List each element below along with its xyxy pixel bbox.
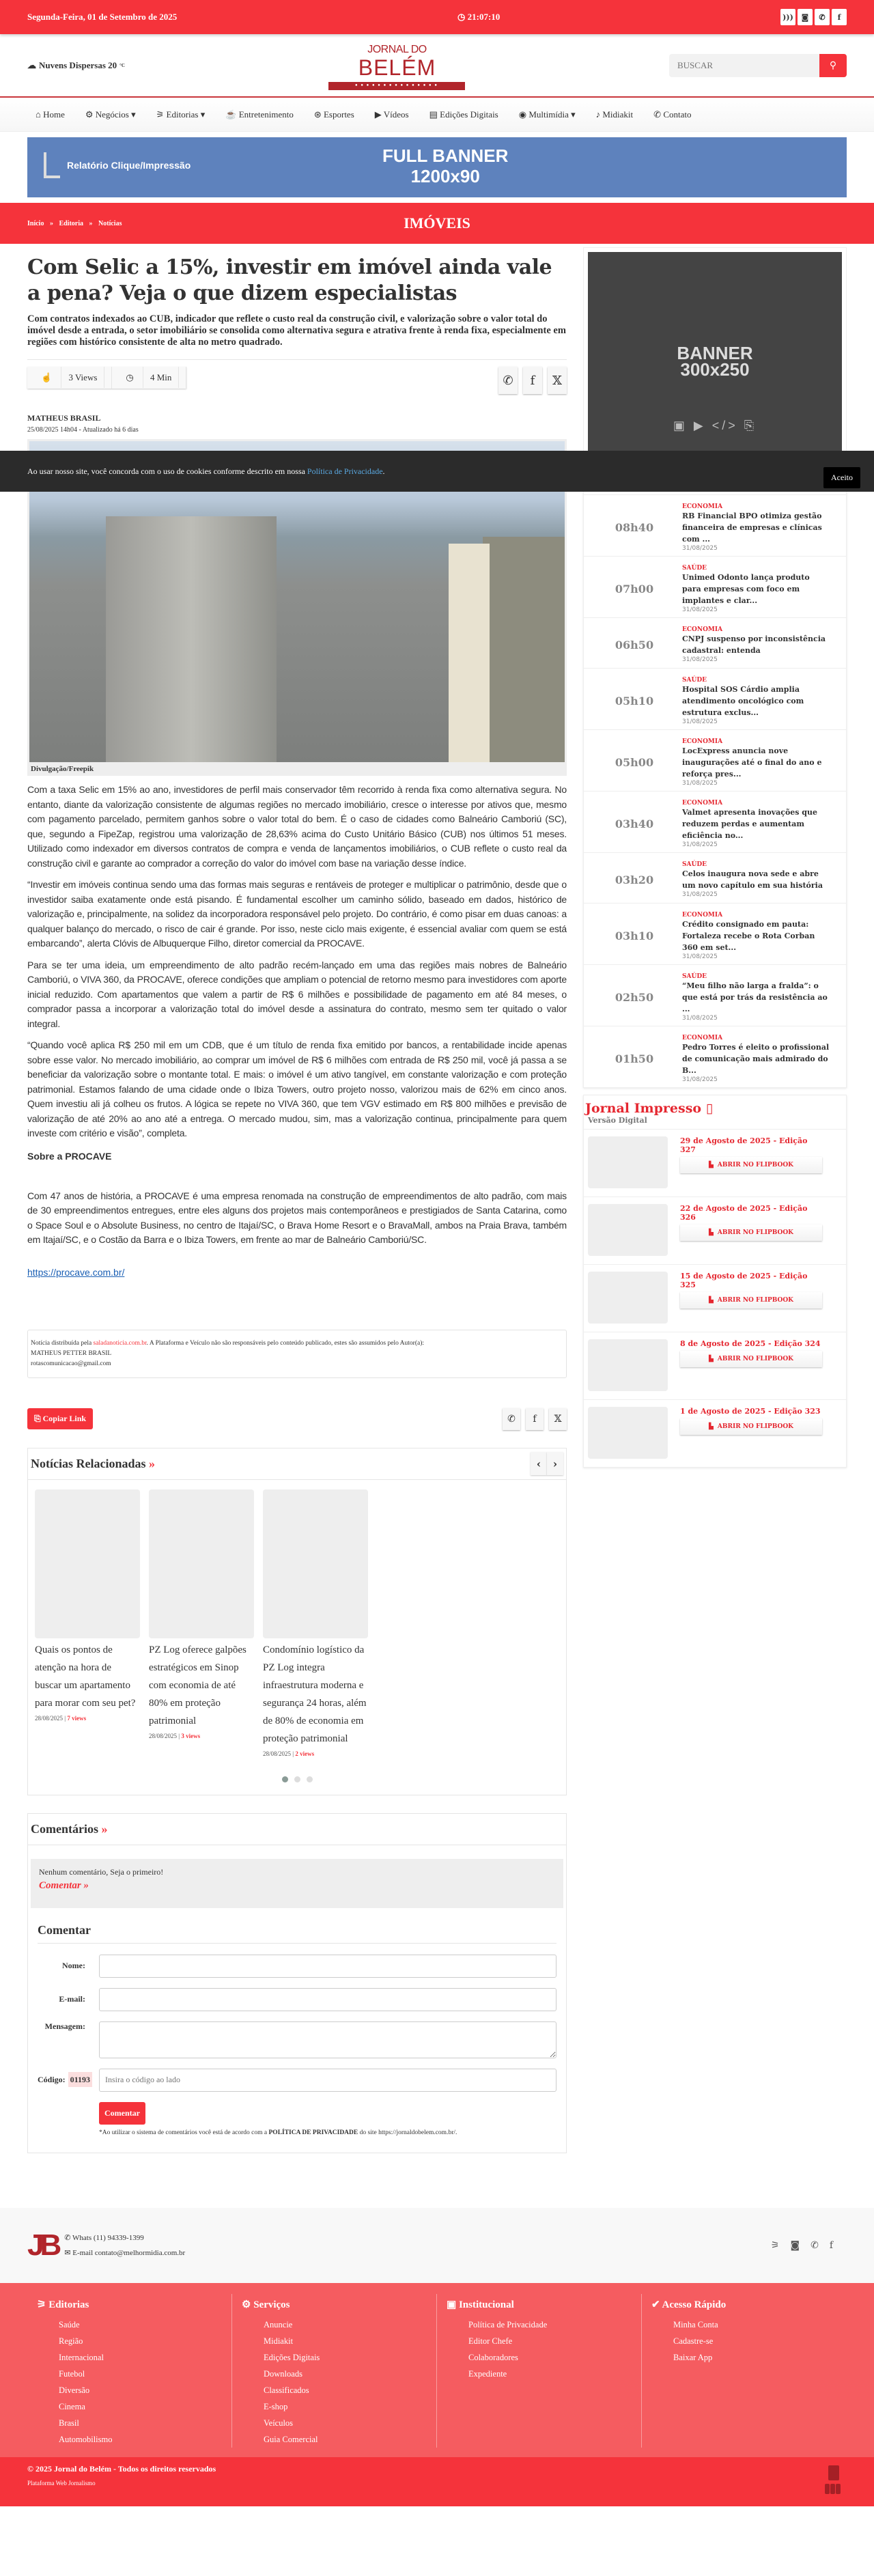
footer-link[interactable]: Futebol: [59, 2368, 85, 2379]
rss-icon: ⚞: [156, 109, 167, 120]
paragraph: “Quando você aplica R$ 250 mil em um CDB, que é um título de renda fixa emitido por bancos, a rentabilidade incide apenas sobre esse valor. No mercado imobiliário, ao comprar um imóvel de R$ 6 milhões com entrada de R$ 250 mil, você já passa a se beneficiar da valorização sobre o montante total. E mais: o imóvel é um ativo tangível, em constante valorização e com proteção patrimonial. Estamos falando de uma cidade onde o Ibiza Towers, outro projeto nosso, valorizou mais de 62% em cinco anos. Quem investiu ali já colheu os frutos. A lógica se repete no VIVA 360, que tem VGV estimado em R$ 800 milhões e previsão de valorização de até 20% ao ano até a entrega. O mercado mudou, sim, mas a valorização continua, principalmente para quem investe com critério e visão”, completa.: [27, 1039, 567, 1138]
media-icons: ▣ ▶ </> ⎘: [673, 419, 757, 432]
whatsapp-share-icon[interactable]: ✆: [498, 367, 518, 394]
search-icon: ⚲: [829, 59, 837, 70]
nav-home[interactable]: ⌂ Home: [36, 109, 65, 120]
search-input[interactable]: [669, 54, 819, 77]
footer-link[interactable]: Política de Privacidade: [468, 2319, 548, 2329]
edition-cover[interactable]: [588, 1204, 668, 1256]
coffee-icon: ☕: [225, 109, 239, 120]
message-field[interactable]: [99, 2021, 556, 2058]
nav-videos[interactable]: ▶ Vídeos: [374, 109, 409, 120]
article-title: Com Selic a 15%, investir em imóvel ainda vale a pena? Veja o que dizem especialistas: [27, 255, 552, 305]
footer-logo[interactable]: JB: [27, 2228, 58, 2262]
gear-icon: ⚙: [85, 109, 96, 120]
ball-icon: ⊛: [313, 109, 324, 120]
footer-link[interactable]: Cadastre-se: [673, 2336, 714, 2346]
footer-link[interactable]: Colaboradores: [468, 2352, 518, 2362]
instagram-icon[interactable]: ◙: [798, 9, 813, 25]
carousel-dot[interactable]: [307, 1776, 313, 1782]
envelope-icon: ✉: [64, 2248, 73, 2257]
edition-item: 22 de Agosto de 2025 - Edição 326 ▙ ABRIR NO FLIPBOOK: [584, 1197, 846, 1265]
cookie-banner: Ao usar nosso site, você concorda com o uso de cookies conforme descrito em nossa Política de Privacidade. Aceito: [0, 451, 874, 492]
most-read-item[interactable]: 03h40 ECONOMIA Valmet apresenta inovações que reduzem perdas e aumentam eficiência no... 31/08/2025: [584, 792, 846, 853]
footer-link[interactable]: Editor Chefe: [468, 2336, 513, 2346]
edition-cover[interactable]: [588, 1272, 668, 1324]
related-card[interactable]: PZ Log oferece galpões estratégicos em Sinop com economia de até 80% em proteção patrimonial 28/08/2025 | 3 views: [149, 1489, 254, 1757]
bell-icon: ♪: [595, 109, 603, 120]
article-column: [27, 244, 567, 2153]
chart-check-icon: [44, 152, 60, 178]
footer-link[interactable]: E-shop: [264, 2401, 288, 2411]
breadcrumb-noticias[interactable]: Notícias: [98, 219, 122, 227]
open-flipbook-button[interactable]: ▙ ABRIR NO FLIPBOOK: [680, 1157, 822, 1173]
footer-col-editorias: ⚞ Editorias Saúde Região Internacional Futebol Diversão Cinema Brasil Automobilismo: [27, 2294, 232, 2448]
related-card[interactable]: Condomínio logístico da PZ Log integra infraestrutura moderna e segurança 24 horas, além de 80% de economia em proteção patrimonial 28/08/2025 | 2 views: [263, 1489, 368, 1757]
current-date: Segunda-Feira, 01 de Setembro de 2025: [27, 12, 178, 22]
related-news: [27, 1448, 567, 1795]
sidebar: [583, 244, 847, 2153]
most-read-item[interactable]: 05h10 SAÚDE Hospital SOS Cárdio amplia atendimento oncológico com estrutura exclus... 31/08/2025: [584, 669, 846, 730]
read-time: ◷ 4 Min: [112, 367, 186, 389]
views-count: ☝ 3 Views: [27, 367, 112, 389]
paragraph: Com 47 anos de história, a PROCAVE é uma empresa renomada na construção de empreendimentos de alto padrão, com mais de 30 empreendimentos entregues, entre eles alguns dos projetos mais contemporâneos e prestigiados de Santa Catarina, como o Space Soul e o Absolute Business, no centro de Itajaí/SC, o Brava Home Resort e o BravaMall, ambos na Praia Brava, também em Itajaí/SC, e o Costão da Barra e o Ibiza Towers, em frente ao mar de Balneário Camboriú/SC.: [27, 1190, 567, 1245]
most-read-item[interactable]: 05h00 ECONOMIA LocExpress anuncia nove inaugurações até o final do ano e reforça pres... 31/08/2025: [584, 730, 846, 792]
report-link[interactable]: Relatório Clique/Impressão: [44, 152, 191, 178]
edition-cover[interactable]: [588, 1339, 668, 1391]
open-flipbook-button[interactable]: ▙ ABRIR NO FLIPBOOK: [680, 1351, 822, 1367]
home-icon: ⌂: [36, 109, 44, 120]
edition-cover[interactable]: [588, 1407, 668, 1459]
footer-link[interactable]: Internacional: [59, 2352, 104, 2362]
edition-item: 29 de Agosto de 2025 - Edição 327 ▙ ABRIR NO FLIPBOOK: [584, 1130, 846, 1197]
nav-editorias[interactable]: ⚞ Editorias ▾: [156, 109, 206, 120]
subheading: Sobre a PROCAVE: [27, 1150, 112, 1162]
footer-link[interactable]: Brasil: [59, 2418, 79, 2428]
chevron-left-icon[interactable]: ‹: [531, 1452, 547, 1475]
article-author: MATHEUS BRASIL: [27, 413, 101, 423]
share-buttons-top: [498, 367, 567, 394]
social-links: [780, 9, 847, 25]
comments-title: Comentários »: [31, 1821, 108, 1836]
related-thumbnail: [149, 1489, 254, 1638]
clock-icon: ◷: [457, 12, 468, 22]
facebook-icon[interactable]: f: [832, 9, 847, 25]
platform-logo-icon: [825, 2465, 843, 2500]
facebook-share-icon[interactable]: f: [523, 367, 542, 394]
content-area: [0, 244, 874, 2153]
whatsapp-share-icon[interactable]: ✆: [503, 1408, 520, 1430]
chevron-right-icon[interactable]: ›: [547, 1452, 563, 1475]
footer-link[interactable]: Classificados: [264, 2385, 309, 2395]
x-share-icon[interactable]: 𝕏: [548, 367, 567, 394]
x-share-icon[interactable]: 𝕏: [549, 1408, 567, 1430]
footer-link[interactable]: Saúde: [59, 2319, 80, 2329]
section-bar: [0, 203, 874, 244]
banner-label: FULL BANNER 1200x90: [382, 145, 509, 186]
edition-cover[interactable]: [588, 1136, 668, 1188]
accept-cookies-button[interactable]: Aceito: [823, 467, 860, 488]
footer-link[interactable]: Diversão: [59, 2385, 90, 2395]
edition-item: 1 de Agosto de 2025 - Edição 323 ▙ ABRIR NO FLIPBOOK: [584, 1400, 846, 1467]
footer-link[interactable]: Cinema: [59, 2401, 85, 2411]
comments-section: [27, 1813, 567, 2153]
play-icon: ▶: [374, 109, 384, 120]
whatsapp-icon: ✆: [64, 2233, 73, 2242]
distribution-notice: Notícia distribuída pela saladanoticia.com.br. A Plataforma e Veículo não são responsáveis pelo conteúdo publicado, estes são assumidos pelo Autor(a): MATHEUS PETTER BRASIL rotascomunicacao@gmail.com: [27, 1330, 567, 1378]
main-nav: [0, 98, 874, 132]
facebook-share-icon[interactable]: f: [526, 1408, 544, 1430]
footer-link[interactable]: Baixar App: [673, 2352, 713, 2362]
email-field[interactable]: [99, 1988, 556, 2011]
article-body: [27, 783, 567, 1278]
most-read-item[interactable]: 03h20 SAÚDE Celos inaugura nova sede e abre um novo capítulo em sua história 31/08/2025: [584, 853, 846, 904]
file-icon: ▙: [709, 1423, 714, 1430]
nav-midiakit[interactable]: ♪ Midiakit: [595, 109, 634, 120]
edition-item: 8 de Agosto de 2025 - Edição 324 ▙ ABRIR NO FLIPBOOK: [584, 1332, 846, 1400]
open-flipbook-button[interactable]: ▙ ABRIR NO FLIPBOOK: [680, 1292, 822, 1308]
nav-multimidia[interactable]: ◉ Multimídia ▾: [518, 109, 576, 120]
footer-link[interactable]: Automobilismo: [59, 2434, 113, 2444]
phone-icon: ✆: [653, 109, 664, 120]
search-form: [669, 54, 847, 77]
print-edition: Jornal Impresso ▯ Versão Digital 29 de Agosto de 2025 - Edição 327 ▙ ABRIR NO FLIPBOOK 22 de Agosto de 2025 - Edição 326 ▙ ABRIR NO FLIPBOOK 15 de Agosto de 2025 - Edição 325 ▙ ABRIR NO FLIPBOOK 8 de Agosto de 2025 - Edição 324 ▙ ABRIR NO FLIPBOOK 1 de Agosto de 2025 - Edição 323 ▙ ABRIR NO FLIPBOOK: [583, 1095, 847, 1468]
submit-comment-button[interactable]: Comentar: [99, 2102, 145, 2125]
footer-link[interactable]: Veículos: [264, 2418, 294, 2428]
clock-icon: ◷: [119, 367, 143, 388]
weather-widget: ☁ Nuvens Dispersas 20 °C: [27, 59, 125, 70]
footer-copyright: © 2025 Jornal do Belém - Todos os direitos reservados Plataforma Web Jornalismo: [0, 2457, 874, 2506]
open-flipbook-button[interactable]: ▙ ABRIR NO FLIPBOOK: [680, 1224, 822, 1241]
captcha-input[interactable]: [99, 2069, 556, 2092]
footer-link[interactable]: Expediente: [468, 2368, 507, 2379]
breadcrumb: Início » Editoria » Notícias: [27, 219, 122, 227]
banner-300x250-ad[interactable]: BANNER 300x250 ▣ ▶ </> ⎘: [583, 247, 847, 455]
comment-form: Nome: E-mail: Mensagem: Código: 01193 Insira o código ao lado Comentar *Ao utilizar o sistema de comentários você está de acordo com a POLÍTICA DE PRIVACIDADE do site https://jornaldobelem.com.br/.: [28, 1944, 566, 2153]
article-meta: [27, 359, 567, 394]
rss-icon[interactable]: ))): [780, 9, 795, 25]
whatsapp-icon[interactable]: ✆: [815, 9, 830, 25]
footer-contact: JB ✆ Whats (11) 94339-1399 ✉ E-mail contato@melhormidia.com.br ⚞ ◙ ✆ f: [0, 2208, 874, 2283]
whatsapp-icon[interactable]: ✆: [810, 2239, 819, 2251]
carousel-dots: [28, 1776, 566, 1782]
carousel-dot[interactable]: [282, 1776, 288, 1782]
related-thumbnail: [263, 1489, 368, 1638]
article-stats: [27, 367, 186, 389]
footer-links: [0, 2283, 874, 2457]
nav-esportes[interactable]: ⊛ Esportes: [313, 109, 354, 120]
footer-link[interactable]: Anuncie: [264, 2319, 293, 2329]
print-edition-title: Jornal Impresso ▯: [585, 1101, 714, 1116]
name-field[interactable]: [99, 1955, 556, 1978]
file-icon: ▙: [709, 1297, 714, 1304]
building-icon: ▣: [447, 2299, 457, 2310]
related-thumbnail: [35, 1489, 140, 1638]
file-icon: ▙: [709, 1229, 714, 1236]
article-subtitle: Com contratos indexados ao CUB, indicador que reflete o custo real da construção civil, e valorização sobre o valor total do imóvel desde a entrada, o setor imobiliário se consolida como alternativa segura e atrativa frente à renda fixa, especialmente em regiões com histórico consistente de alta no metro quadrado.: [27, 313, 566, 348]
full-banner-ad[interactable]: [27, 137, 847, 197]
instagram-icon[interactable]: ◙: [790, 2239, 800, 2251]
procave-link[interactable]: https://procave.com.br/: [27, 1266, 125, 1278]
most-read-item[interactable]: 02h50 SAÚDE “Meu filho não larga a fralda”: o que está por trás da resistência ao ... 31/08/2025: [584, 965, 846, 1026]
paragraph: “Investir em imóveis continua sendo uma das formas mais seguras e rentáveis de proteger e multiplicar o patrimônio, desde que o investidor saiba exatamente onde está pisando. É fundamental escolher um caminho sólido, baseado em dados, histórico de valorização e, principalmente, na solidez da incorporadora responsável pelo projeto. Do contrário, é como pisar em duas canoas: a qualquer balanço do mercado, o risco de cair é grande. Por isso, neste ciclo mais exigente, é essencial avaliar com quem se está embarcando”, alerta Clóvis de Albuquerque Filho, diretor comercial da PROCAVE.: [27, 879, 567, 949]
paragraph: Com a taxa Selic em 15% ao ano, investidores de perfil mais conservador têm recorrido à renda fixa como alternativa segura. No entanto, diante da valorização consistente de algumas regiões no mercado imobiliário, cresce o interesse por ativos que, mesmo com pagamento parcelado, permitem ganhos sobre o valor total do bem. É o caso de cidades como Balneário Camboriú (SC), que, segundo a FipeZap, registrou uma valorização de 28,63% acima do Custo Unitário Básico (CUB) nos últimos 51 meses. Utilizado como indexador em diversos contratos de compra e venda de lançamentos imobiliários, o CUB reflete o custo real da construção civil e garante ao comprador a correção do valor do imóvel com base na variação desse índice.: [27, 784, 567, 869]
source-link[interactable]: saladanoticia.com.br: [93, 1339, 147, 1347]
footer-link[interactable]: Guia Comercial: [264, 2434, 318, 2444]
thumbs-up-icon: ☝: [34, 367, 61, 388]
privacy-policy-link[interactable]: Política de Privacidade: [307, 466, 383, 476]
copy-link-button[interactable]: ⎘ Copiar Link: [27, 1408, 93, 1429]
cloud-icon: ☁: [27, 59, 36, 70]
comment-policy: *Ao utilizar o sistema de comentários você está de acordo com a POLÍTICA DE PRIVACIDADE do site https://jornaldobelem.com.br/.: [99, 2129, 457, 2136]
paragraph: Para se ter uma ideia, um empreendimento de alto padrão recém-lançado em uma das regiões mais nobres de Balneário Camboriú, o VIVA 360, da PROCAVE, oferece condições que ampliam o potencial de retorno mesmo para investidores com aporte inicial reduzido. Com apartamentos que valem a partir de R$ 6 milhões e possibilidade de pagamento em até 84 meses, o comprador passa a incorporar a valorização total do imóvel desde a assinatura do contrato, mesmo sem ter quitado o valor integral.: [27, 959, 567, 1029]
nav-edicoes-digitais[interactable]: ▤ Edições Digitais: [429, 109, 498, 120]
current-time: ◷ 21:07:10: [457, 12, 501, 22]
captcha-code: 01193: [68, 2072, 92, 2087]
camera-icon: ◉: [518, 109, 529, 120]
edition-item: 15 de Agosto de 2025 - Edição 325 ▙ ABRIR NO FLIPBOOK: [584, 1265, 846, 1332]
photo-caption: Divulgação/Freepik: [31, 765, 94, 773]
footer-link[interactable]: Midiakit: [264, 2336, 294, 2346]
gear-icon: ⚙: [242, 2299, 251, 2310]
footer-link[interactable]: Edições Digitais: [264, 2352, 320, 2362]
nav-entretenimento[interactable]: ☕ Entretenimento: [225, 109, 294, 120]
breadcrumb-inicio[interactable]: Início: [27, 219, 44, 227]
rss-icon[interactable]: ⚞: [770, 2239, 780, 2251]
footer-link[interactable]: Região: [59, 2336, 83, 2346]
file-icon: ▙: [709, 1356, 714, 1362]
most-read-item[interactable]: 06h50 ECONOMIA CNPJ suspenso por inconsistência cadastral: entenda 31/08/2025: [584, 618, 846, 669]
footer-socials: [771, 2240, 833, 2251]
site-logo[interactable]: JORNAL DO BELÉM •••••••••••••••: [328, 41, 465, 90]
check-circle-icon: ✔: [651, 2299, 660, 2310]
article-date: 25/08/2025 14h04 - Atualizado há 6 dias: [27, 426, 139, 434]
footer-col-institucional: ▣ Institucional Política de Privacidade Editor Chefe Colaboradores Expediente: [437, 2294, 642, 2448]
copy-icon: ⎘: [34, 1414, 43, 1423]
facebook-icon[interactable]: f: [829, 2239, 833, 2251]
comment-form-title: Comentar: [38, 1923, 556, 1944]
related-card[interactable]: Quais os pontos de atenção na hora de buscar um apartamento para morar com seu pet? 28/08/2025 | 7 views: [35, 1489, 140, 1757]
no-comments-box: Nenhum comentário, Seja o primeiro! Comentar »: [31, 1859, 563, 1908]
file-icon: ▙: [709, 1162, 714, 1168]
breadcrumb-editoria[interactable]: Editoria: [59, 219, 84, 227]
most-read: [583, 463, 847, 1088]
footer-col-servicos: ⚙ Serviços Anuncie Midiakit Edições Digitais Downloads Classificados E-shop Veículos Guia Comercial: [232, 2294, 437, 2448]
footer-link[interactable]: Minha Conta: [673, 2319, 718, 2329]
most-read-item[interactable]: 08h40 ECONOMIA RB Financial BPO otimiza gestão financeira de empresas e clínicas com ... 31/08/2025: [584, 495, 846, 557]
nav-contato[interactable]: ✆ Contato: [653, 109, 692, 120]
share-buttons-bottom: [503, 1408, 567, 1430]
carousel-dot[interactable]: [294, 1776, 300, 1782]
tablet-icon: ▯: [705, 1101, 714, 1116]
comment-link[interactable]: Comentar »: [39, 1879, 89, 1891]
search-button[interactable]: [819, 54, 847, 77]
rss-icon: ⚞: [37, 2299, 46, 2310]
site-header: [0, 34, 874, 98]
share-bar-bottom: [27, 1408, 567, 1430]
section-title: IMÓVEIS: [404, 214, 470, 232]
related-title: Notícias Relacionadas »: [31, 1456, 155, 1470]
most-read-item[interactable]: 03h10 ECONOMIA Crédito consignado em pauta: Fortaleza recebe o Rota Corban 360 em set... 31/08/2025: [584, 904, 846, 965]
footer-link[interactable]: Downloads: [264, 2368, 302, 2379]
most-read-item[interactable]: 01h50 ECONOMIA Pedro Torres é eleito o profissional de comunicação mais admirado do B... 31/08/2025: [615, 1035, 830, 1083]
file-icon: ▤: [429, 109, 440, 120]
most-read-item[interactable]: 07h00 SAÚDE Unimed Odonto lança produto para empresas com foco em implantes e clar... 31/08/2025: [584, 557, 846, 618]
top-bar: [0, 0, 874, 34]
open-flipbook-button[interactable]: ▙ ABRIR NO FLIPBOOK: [680, 1418, 822, 1435]
footer-col-acesso-rapido: ✔ Acesso Rápido Minha Conta Cadastre-se Baixar App: [642, 2294, 847, 2448]
nav-negocios[interactable]: ⚙ Negócios ▾: [85, 109, 136, 120]
